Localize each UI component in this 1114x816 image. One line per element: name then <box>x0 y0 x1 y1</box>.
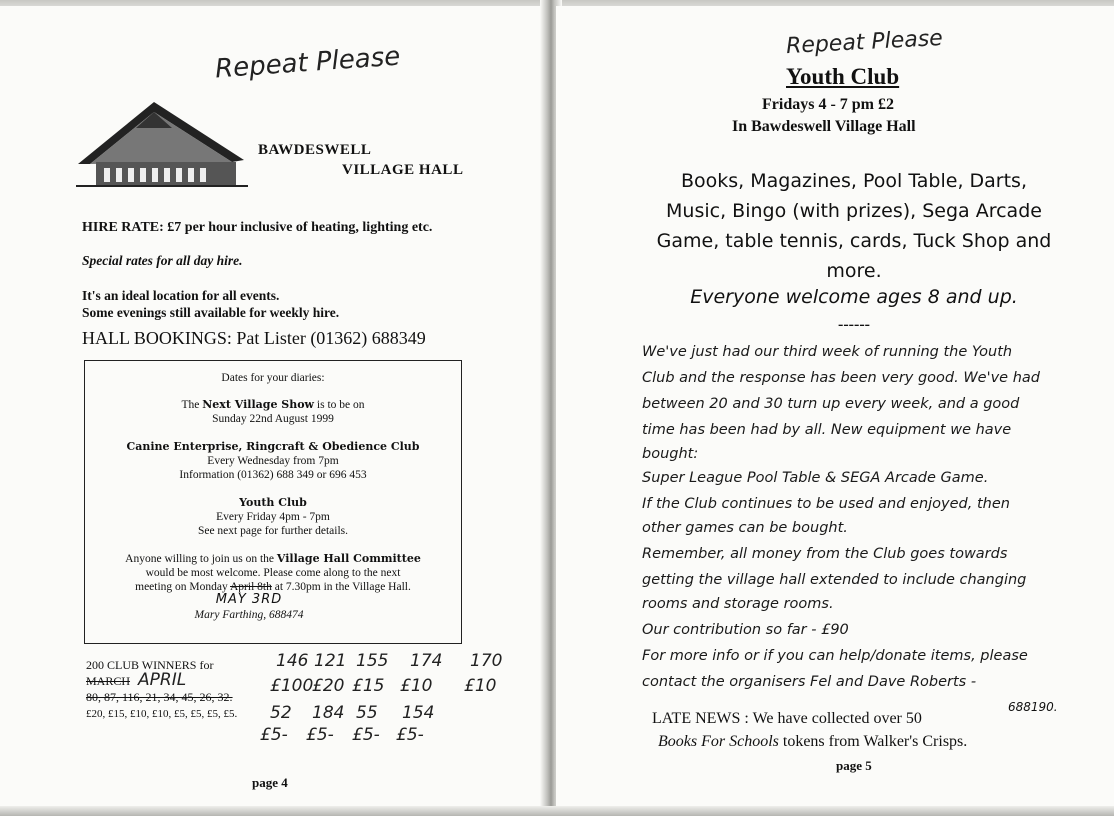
committee-name: Village Hall Committee <box>276 552 421 565</box>
note-line: rooms and storage rooms. <box>642 596 834 612</box>
activities-list <box>620 166 1088 286</box>
evenings-available: Some evenings still available for weekly hire. <box>82 305 340 320</box>
note-line: bought: <box>642 446 699 462</box>
hall-bookings: HALL BOOKINGS: Pat Lister (01362) 688349 <box>82 328 426 348</box>
separator: ------ <box>838 316 870 333</box>
page-number-left: page 4 <box>252 775 288 790</box>
hw-number: 174 <box>410 651 443 671</box>
hw-prize: £5- <box>396 725 424 745</box>
page-number-right: page 5 <box>836 758 872 773</box>
show-suffix: is to be on <box>316 399 365 411</box>
hw-prize: £5- <box>306 725 334 745</box>
handwritten-month: APRIL <box>138 670 187 690</box>
committee-line2: would be most welcome. Please come along to the next <box>145 567 401 579</box>
youth-club-when: Every Friday 4pm - 7pm <box>216 511 330 523</box>
hw-number: 146 <box>276 651 309 671</box>
handwritten-repeat-please-left: Repeat Please <box>214 41 402 85</box>
youth-club-title: Youth Club <box>786 64 900 89</box>
hw-prize: £15 <box>352 676 385 696</box>
show-prefix: The <box>181 399 200 411</box>
special-rates: Special rates for all day hire. <box>82 253 243 268</box>
struck-numbers: 80, 87, 116, 21, 34, 45, 26, 32. <box>86 690 233 704</box>
village-hall-logo <box>76 98 248 190</box>
note-line: time has been had by all. New equipment we have <box>642 422 1012 438</box>
note-line: getting the village hall extended to include changing <box>642 572 1027 588</box>
winners-label: 200 CLUB WINNERS for <box>86 658 214 672</box>
hw-number: 184 <box>312 703 345 723</box>
youth-club-venue: In Bawdeswell Village Hall <box>732 118 916 135</box>
handwritten-phone: 688190. <box>1008 700 1058 714</box>
hw-prize: £5- <box>352 725 380 745</box>
hire-rate: HIRE RATE: £7 per hour inclusive of heating, lighting etc. <box>82 220 433 235</box>
struck-meeting-date: April 8th <box>230 581 272 593</box>
youth-club-name <box>85 496 461 510</box>
contact-name: Mary Farthing, 688474 <box>194 609 304 621</box>
hw-prize: £20 <box>312 676 345 696</box>
ideal-location: It's an ideal location for all events. <box>82 288 280 303</box>
hw-number: 55 <box>356 703 378 723</box>
handwritten-new-date: MAY 3RD <box>215 592 283 607</box>
struck-month: MARCH <box>86 674 131 688</box>
youth-name-bold: Youth Club <box>239 496 307 509</box>
note-line: other games can be bought. <box>642 520 848 536</box>
scan-bottom-edge <box>0 806 1114 816</box>
canine-club-name <box>85 440 461 454</box>
committee-prefix: Anyone willing to join us on the <box>125 553 275 565</box>
activities-line: more. <box>826 260 882 282</box>
note-line: We've just had our third week of running the Youth <box>642 344 1013 360</box>
hw-number: 154 <box>402 703 435 723</box>
hw-prize: £100 <box>270 676 314 696</box>
books-for-schools: Books For Schools <box>658 733 779 750</box>
canine-club-info: Information (01362) 688 349 or 696 453 <box>179 469 367 481</box>
diary-heading: Dates for your diaries: <box>221 372 325 384</box>
late-news: LATE NEWS : We have collected over 50 <box>652 710 922 727</box>
youth-club-times: Fridays 4 - 7 pm £2 <box>762 96 894 113</box>
activities-line: Game, table tennis, cards, Tuck Shop and <box>656 230 1052 252</box>
note-line: Super League Pool Table & SEGA Arcade Game. <box>642 470 989 486</box>
books-rest: tokens from Walker's Crisps. <box>782 733 968 750</box>
canine-club-when: Every Wednesday from 7pm <box>207 455 339 467</box>
activities-line: Books, Magazines, Pool Table, Darts, <box>681 170 1027 192</box>
welcome-line: Everyone welcome ages 8 and up. <box>690 286 1018 308</box>
youth-club-details: See next page for further details. <box>197 525 349 537</box>
committee-line3-prefix: meeting on Monday <box>135 581 228 593</box>
village-show-line <box>85 398 461 412</box>
note-line: For more info or if you can help/donate items, please <box>642 648 1028 664</box>
committee-line3-suffix: at 7.30pm in the Village Hall. <box>274 581 411 593</box>
activities-line: Music, Bingo (with prizes), Sega Arcade <box>666 200 1042 222</box>
hall-name-line1: BAWDESWELL <box>258 142 372 158</box>
hw-prize: £10 <box>464 676 497 696</box>
left-page <box>0 6 548 810</box>
hw-number: 52 <box>270 703 292 723</box>
hw-number: 121 <box>314 651 347 671</box>
note-line: Remember, all money from the Club goes towards <box>642 546 1008 562</box>
note-line: Club and the response has been very good. We've had <box>642 370 1040 386</box>
note-line: between 20 and 30 turn up every week, and a good <box>642 396 1020 412</box>
books-for-schools-line <box>658 733 967 751</box>
diary-box <box>84 360 462 644</box>
committee-line1 <box>85 552 461 566</box>
show-date: Sunday 22nd August 1999 <box>212 413 334 425</box>
hw-number: 155 <box>356 651 389 671</box>
hw-prize: £10 <box>400 676 433 696</box>
hw-prize: £5- <box>260 725 288 745</box>
prize-amounts: £20, £15, £10, £10, £5, £5, £5, £5. <box>86 708 238 720</box>
show-name: Next Village Show <box>202 398 315 411</box>
hall-name-line2: VILLAGE HALL <box>342 162 464 178</box>
note-line: contact the organisers Fel and Dave Roberts - <box>642 674 977 690</box>
note-line: If the Club continues to be used and enjoyed, then <box>642 496 1010 512</box>
handwritten-repeat-please-right: Repeat Please <box>785 25 944 60</box>
note-line: Our contribution so far - £90 <box>642 622 849 638</box>
hw-number: 170 <box>470 651 503 671</box>
canine-name-bold: Canine Enterprise, Ringcraft & Obedience Club <box>126 440 420 453</box>
